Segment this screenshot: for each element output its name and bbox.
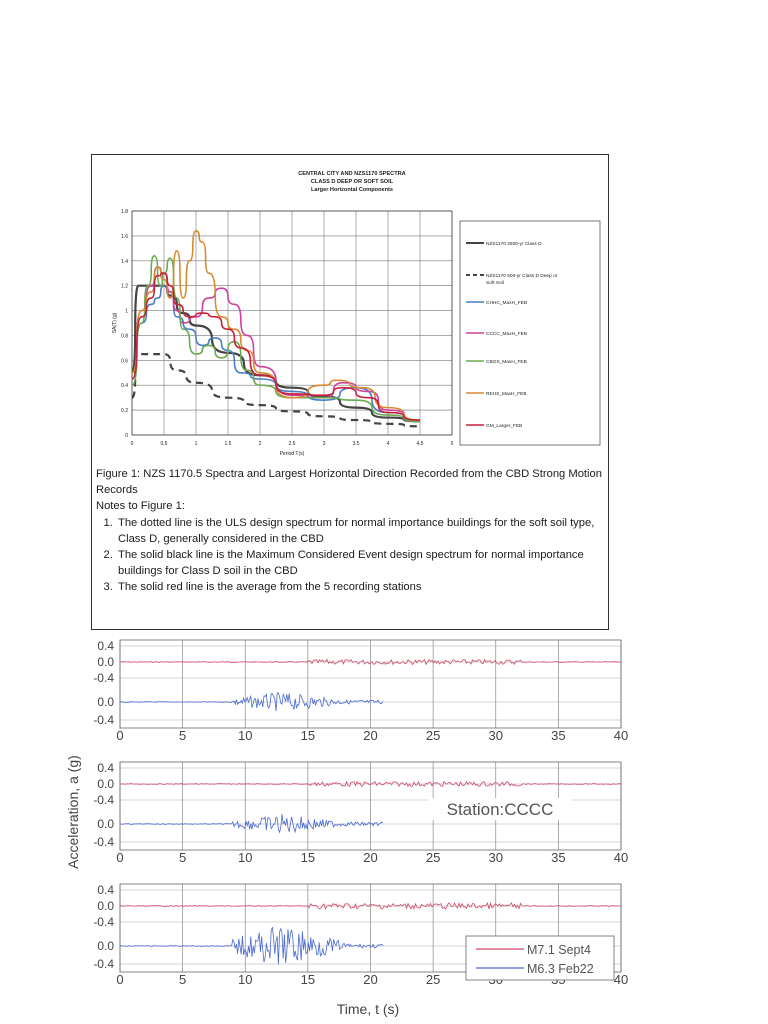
legend-entry-line: Soft Soil	[486, 281, 504, 286]
x-tick-label: 10	[238, 850, 253, 865]
y-tick-label: 0.4	[97, 761, 114, 775]
x-tick-label: 4	[386, 441, 390, 447]
station-label: Station:CCCC	[446, 800, 554, 819]
legend-entry: M7.1 Sept4	[527, 943, 591, 957]
y-tick-label: 0.8	[121, 333, 128, 340]
x-tick-label: 15	[300, 850, 316, 865]
x-axis-label: Time, t (s)	[336, 1001, 400, 1017]
x-tick-label: 3	[322, 441, 326, 447]
y-tick-label: 0.0	[97, 695, 114, 709]
x-tick-label: 25	[425, 728, 441, 743]
x-tick-label: 2.5	[288, 441, 296, 447]
series-line	[132, 267, 420, 420]
y-tick-label: 1	[125, 308, 128, 315]
x-tick-label: 0	[116, 972, 124, 987]
chart-title: CENTRAL CITY AND NZS1170 SPECTRA	[298, 171, 406, 177]
x-tick-label: 35	[551, 728, 566, 743]
y-tick-label: 0.4	[97, 883, 114, 897]
y-tick-label: -0.4	[93, 793, 114, 807]
x-tick-label: 10	[238, 728, 253, 743]
y-tick-label: 0.2	[121, 408, 128, 415]
legend-entry: NZS1170 2500-yr Class D	[486, 242, 542, 247]
y-axis-label: Acceleration, a (g)	[65, 755, 81, 869]
x-tick-label: 20	[363, 728, 378, 743]
y-tick-label: 0.0	[97, 655, 114, 669]
y-tick-label: 0.0	[97, 777, 114, 791]
x-tick-label: 20	[363, 850, 378, 865]
legend-entry: GM_Larger_FEB	[486, 424, 523, 429]
chart-subtitle: CLASS D DEEP OR SOFT SOIL	[310, 179, 394, 185]
x-tick-label: 5	[450, 441, 454, 447]
x-tick-label: 40	[613, 728, 629, 743]
y-tick-label: -0.4	[93, 957, 114, 971]
y-tick-label: 0.0	[97, 817, 114, 831]
notes-list	[96, 515, 606, 596]
acceleration-chart	[0, 632, 768, 1024]
y-tick-label: -0.4	[93, 915, 114, 929]
x-tick-label: 20	[363, 972, 378, 987]
y-axis-label: SA(T) (g)	[112, 312, 118, 334]
y-tick-label: 0.6	[121, 358, 128, 365]
y-tick-label: 0.0	[97, 899, 114, 913]
y-tick-label: 0	[125, 433, 128, 439]
y-tick-label: -0.4	[93, 713, 114, 727]
x-tick-label: 10	[238, 972, 253, 987]
x-tick-label: 0.5	[160, 441, 168, 447]
x-tick-label: 30	[488, 850, 503, 865]
y-tick-label: 1.2	[121, 283, 128, 290]
figure-caption	[96, 466, 606, 596]
x-axis-label: Period T(s)	[279, 451, 305, 457]
x-tick-label: 40	[613, 972, 629, 987]
y-tick-label: -0.4	[93, 671, 114, 685]
x-tick-label: 5	[179, 728, 187, 743]
legend-entry: CCCC_MaxH_FEB	[486, 332, 528, 337]
x-tick-label: 1.5	[224, 441, 232, 447]
note-item: 3. The solid red line is the average from the 5 recording stations	[116, 579, 606, 595]
y-tick-label: 0.4	[97, 639, 114, 653]
x-tick-label: 15	[300, 728, 316, 743]
x-tick-label: 25	[425, 850, 441, 865]
y-tick-label: 0.0	[97, 939, 114, 953]
chart-subtitle-2: Larger Horizontal Components	[310, 187, 394, 193]
x-tick-label: 25	[425, 972, 441, 987]
y-tick-label: 0.4	[121, 383, 128, 390]
legend-entry-line: NZS1170 500-yr Class D Deep or	[486, 274, 558, 279]
x-tick-label: 15	[300, 972, 316, 987]
legend-entry: CHHC_MaxH_FEB	[486, 301, 528, 306]
legend-entry: M6.3 Feb22	[527, 962, 594, 976]
note-item: 1. The dotted line is the ULS design spectrum for normal importance buildings for the soft soil type, Class D, generally considered in the CBD	[116, 515, 606, 547]
y-tick-label: 1.8	[121, 209, 128, 215]
x-tick-label: 40	[613, 850, 629, 865]
x-tick-label: 1	[194, 441, 198, 447]
spectra-chart	[92, 155, 608, 463]
series-line	[132, 256, 420, 422]
x-tick-label: 0	[116, 850, 124, 865]
x-tick-label: 4.5	[416, 441, 424, 447]
x-tick-label: 35	[551, 850, 566, 865]
legend-entry: REHS_MaxH_FEB	[486, 392, 527, 397]
x-tick-label: 0	[116, 728, 124, 743]
y-tick-label: 1.6	[121, 233, 128, 240]
y-tick-label: 1.4	[121, 258, 128, 265]
x-tick-label: 30	[488, 728, 503, 743]
spectra-figure	[91, 154, 609, 630]
x-tick-label: 5	[179, 972, 187, 987]
caption-title: Figure 1: NZS 1170.5 Spectra and Largest Horizontal Direction Recorded from the CBD Strong Motion Records	[96, 468, 602, 497]
y-tick-label: -0.4	[93, 835, 114, 849]
trace-m63-feb22	[120, 814, 383, 832]
trace-m63-feb22	[120, 927, 383, 964]
legend-entry: CBGS_MaxH_FEB	[486, 360, 527, 365]
notes-heading: Notes to Figure 1:	[96, 500, 185, 513]
x-tick-label: 2	[258, 441, 262, 447]
note-item: 2. The solid black line is the Maximum Considered Event design spectrum for normal importance buildings for Class D soil in the CBD	[116, 547, 606, 579]
x-tick-label: 3.5	[352, 441, 360, 447]
x-tick-label: 0	[130, 441, 134, 447]
x-tick-label: 5	[179, 850, 187, 865]
